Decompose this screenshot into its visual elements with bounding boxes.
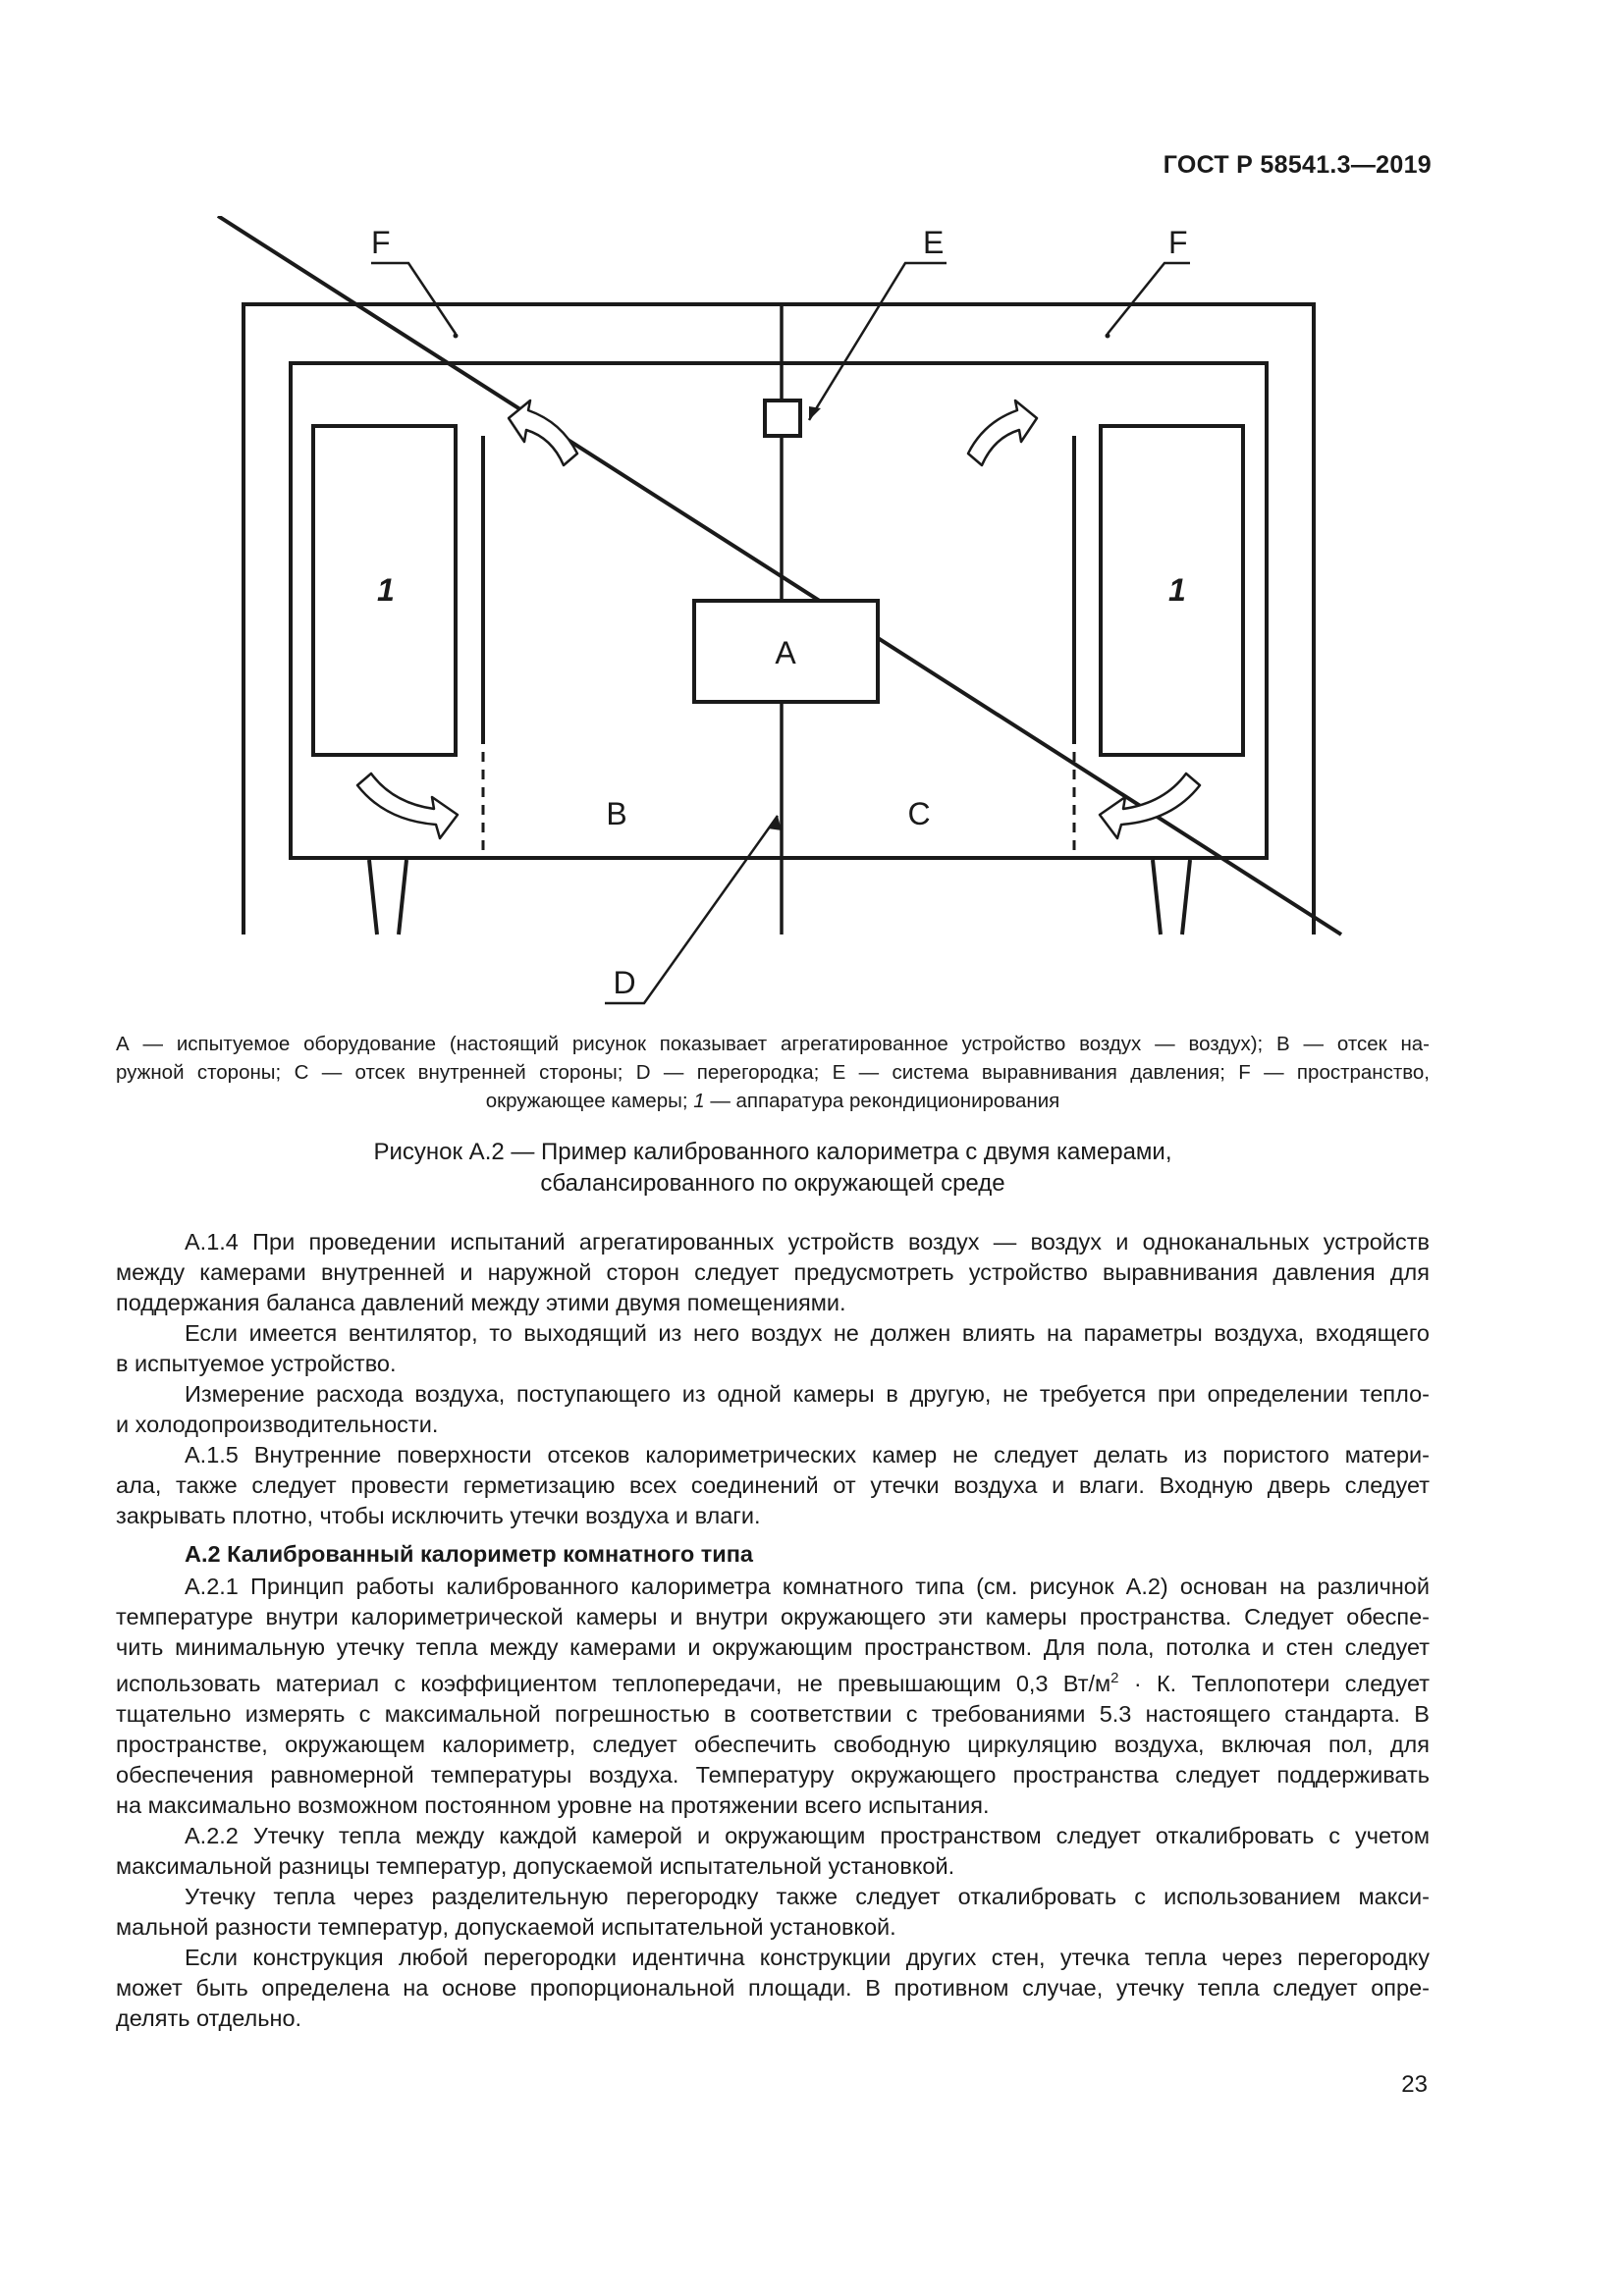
paragraph-a-2-2: А.2.2 Утечку тепла между каждой камерой и окружающим пространством следует откалибровать с учетом максимальной разницы температур, допускаемой испытательной установкой. xyxy=(116,1822,1430,1879)
caption-line: Рисунок А.2 — Пример калиброванного калориметра с двумя камерами, xyxy=(373,1139,1172,1165)
paragraph-a-1-4: А.1.4 При проведении испытаний агрегатированных устройств воздух — воздух и одноканальных устройств между камерами внутренней и наружной сторон следует предусмотреть устройство выравнивания давления для поддержания баланса давлений между этими двумя помещениями. xyxy=(116,1229,1430,1315)
section-heading-a-2: А.2 Калиброванный калориметр комнатного типа xyxy=(185,1541,753,1567)
legend-line: ружной стороны; С — отсек внутренней стороны; D — перегородка; Е — система выравнивания давления; F — пространство, xyxy=(116,1061,1430,1084)
support-leg-left xyxy=(369,860,406,934)
label-D: D xyxy=(613,965,636,1000)
support-leg-right xyxy=(1153,860,1190,934)
figure-caption xyxy=(116,1137,1430,1200)
figure-legend xyxy=(116,1030,1430,1115)
label-A: A xyxy=(775,635,796,670)
airflow-arrow-bottom-left xyxy=(357,774,458,838)
leader-line-F-right xyxy=(1108,263,1190,334)
pressure-equalizer-box xyxy=(765,400,800,436)
leader-line-E xyxy=(809,263,947,420)
airflow-arrow-top-left xyxy=(509,400,577,465)
paragraph-partition-leak: Утечку тепла через разделительную перегородку также следует откалибровать с использованием макси- мальной разности температур, допускаемой испытательной установкой. xyxy=(116,1883,1430,1940)
label-unit-right: 1 xyxy=(1168,572,1186,608)
document-number-header: ГОСТ Р 58541.3—2019 xyxy=(1163,151,1432,179)
arrowhead-E xyxy=(809,406,821,420)
paragraph-a-2-1: А.2.1 Принцип работы калиброванного калориметра комнатного типа (см. рисунок А.2) основан на различной температуре внутри калориметрической камеры и внутри окружающего эти камеры пространства. Следует обеспе- чить минимальную утечку тепла между камерами и окружающим пространством. Для пола, потолка и стен следует использовать материал с коэффициентом теплопередачи, не превышающим 0,3 $Вт/м^2 \cdot К$. Теплопотери следует тщательно измерять с максимальной погрешностью в соответствии с требованиями 5.3 настоящего стандарта. В пространстве, окружающем калориметр, следует обеспечить свободную циркуляцию воздуха, включая пол, для обеспечения равномерной температуры воздуха. Температуру окружающего пространства следует поддерживать на максимально возможном постоянном уровне на протяжении всего испытания. xyxy=(116,1574,1430,1818)
legend-line: окружающее камеры; 1 — аппаратура рекондиционирования xyxy=(485,1090,1060,1112)
label-B: B xyxy=(606,796,627,831)
label-unit-left: 1 xyxy=(377,572,395,608)
label-E: E xyxy=(923,225,945,260)
paragraph-airflow: Измерение расхода воздуха, поступающего из одной камеры в другую, не требуется при определении тепло- и холодопроизводительности. xyxy=(116,1381,1430,1437)
calorimeter-figure xyxy=(212,216,1439,1011)
calorimeter-diagram xyxy=(212,216,1439,1011)
airflow-arrow-bottom-right xyxy=(1100,774,1200,838)
label-C: C xyxy=(907,796,931,831)
page-number: 23 xyxy=(1401,2071,1428,2098)
dot-F-right xyxy=(1106,334,1110,339)
caption-line: сбалансированного по окружающей среде xyxy=(540,1170,1005,1197)
paragraph-fan: Если имеется вентилятор, то выходящий из него воздух не должен влиять на параметры воздуха, входящего в испытуемое устройство. xyxy=(116,1320,1430,1376)
paragraph-proportional-area: Если конструкция любой перегородки идентична конструкции других стен, утечка тепла через перегородку может быть определена на основе пропорциональной площади. В противном случае, утечку тепла следует опре- делять отдельно. xyxy=(116,1944,1430,2031)
dot-F-left xyxy=(454,334,459,339)
airflow-arrow-top-right xyxy=(968,400,1037,465)
legend-line: А — испытуемое оборудование (настоящий рисунок показывает агрегатированное устройство воздух — воздух); В — отсек на- xyxy=(116,1033,1430,1055)
label-F-left: F xyxy=(371,225,391,260)
paragraph-a-1-5: А.1.5 Внутренние поверхности отсеков калориметрических камер не следует делать из пористого матери- ала, также следует провести герметизацию всех соединений от утечки воздуха и влаги. Входную дверь следует закрывать плотно, чтобы исключить утечки воздуха и влаги. xyxy=(116,1442,1430,1528)
body-text xyxy=(116,1227,1430,2034)
label-F-right: F xyxy=(1168,225,1188,260)
